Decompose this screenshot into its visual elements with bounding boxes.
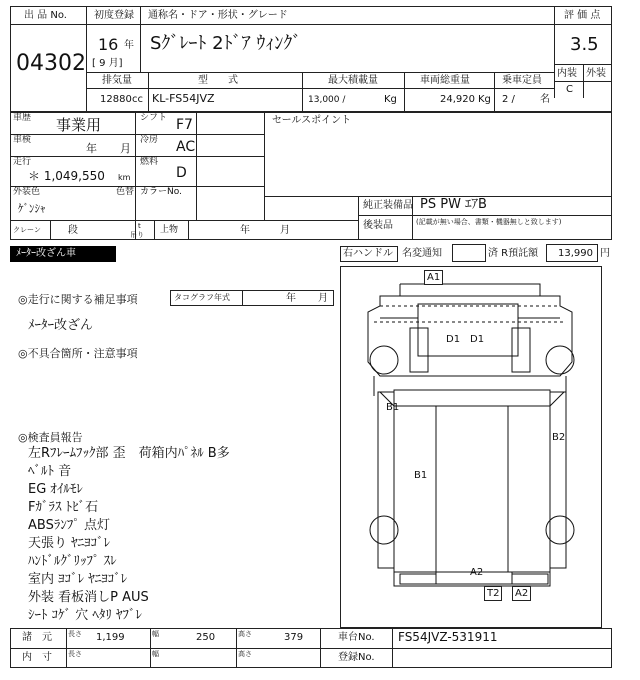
damage-mark-d1-right: D1 bbox=[470, 334, 485, 345]
score-label: 評 価 点 bbox=[564, 10, 601, 21]
lot-number-label: 出 品 No. bbox=[24, 10, 67, 21]
inspection-year: 年 bbox=[86, 142, 97, 155]
damage-mark-b1-lower: B1 bbox=[414, 470, 428, 481]
aftermarket-label: 後装品 bbox=[363, 220, 393, 231]
inspection-label: 車検 bbox=[13, 135, 32, 145]
model-name: Sｸﾞﾚｰﾄ 2ﾄﾞｱ ｳｨﾝｸﾞ bbox=[150, 33, 302, 54]
front-left-wheel bbox=[370, 346, 398, 374]
defects-label: ◎不具合箇所・注意事項 bbox=[18, 347, 138, 360]
tachograph-label: タコグラフ年式 bbox=[174, 293, 230, 302]
inner-height-label: 高さ bbox=[238, 650, 252, 658]
vehicle-history: 事業用 bbox=[56, 116, 102, 134]
sales-point-label: セールスポイント bbox=[272, 115, 352, 126]
report-line: 室内 ﾖｺﾞﾚ ﾔﾆﾖｺﾞﾚ bbox=[28, 572, 128, 587]
capacity-label: 乗車定員 bbox=[502, 75, 542, 86]
damage-mark-t2: T2 bbox=[484, 586, 502, 601]
gvw-label: 車両総重量 bbox=[420, 75, 470, 86]
tachograph-month: 月 bbox=[318, 293, 328, 304]
fuel-label: 燃料 bbox=[140, 157, 159, 167]
mileage-unit: km bbox=[118, 173, 131, 182]
registration-year-unit: 年 bbox=[124, 40, 134, 51]
recycle-amount: 13,990 bbox=[558, 248, 593, 259]
crane-label: クレーン bbox=[13, 226, 41, 234]
length-value: 1,199 bbox=[96, 632, 125, 643]
report-line: Fｶﾞﾗｽ ﾄﾋﾞ石 bbox=[28, 500, 99, 515]
color-change-label: 色替 bbox=[116, 187, 135, 197]
report-line: 左Rﾌﾚｰﾑﾌｯｸ部 歪 荷箱内ﾊﾟﾈﾙ B多 bbox=[28, 446, 230, 461]
name-change-label: 名変通知 bbox=[402, 248, 442, 259]
max-load-unit: Kg bbox=[384, 94, 397, 105]
height-label: 高さ bbox=[238, 630, 252, 638]
exterior-color: ｹﾞﾝｼｬ bbox=[18, 202, 46, 215]
evaluation-score: 3.5 bbox=[570, 34, 599, 55]
lot-number: 04302 bbox=[16, 51, 86, 76]
model-type: KL-FS54JVZ bbox=[152, 92, 215, 105]
shift-value: F7 bbox=[176, 117, 193, 133]
capacity-unit: 名 bbox=[540, 94, 550, 105]
damage-mark-b2: B2 bbox=[552, 432, 566, 443]
aftermarket-note: (記載が無い場合、書類・機器無しと致します) bbox=[416, 218, 562, 226]
exterior-label: 外装 bbox=[586, 68, 606, 79]
damage-mark-a2: A2 bbox=[512, 586, 531, 601]
meter-tampered-text: ﾒｰﾀｰ改ざん車 bbox=[16, 248, 76, 259]
mount-month: 月 bbox=[280, 225, 290, 236]
inspection-month: 月 bbox=[120, 142, 131, 155]
max-load-value: 13,000 / bbox=[308, 95, 346, 105]
aircon-label: 冷房 bbox=[140, 135, 159, 145]
mount-year: 年 bbox=[240, 225, 250, 236]
right-hand-drive: 右ハンドル bbox=[343, 248, 393, 259]
recycle-unit: 円 bbox=[600, 248, 610, 259]
cargo-box bbox=[394, 390, 550, 586]
gvw-unit: Kg bbox=[478, 94, 491, 105]
vin-value: FS54JVZ-531911 bbox=[398, 630, 498, 644]
shift-label: シフト bbox=[140, 113, 168, 123]
registration-number-label: 登録No. bbox=[338, 652, 375, 663]
history-label: 車歴 bbox=[13, 113, 32, 123]
damage-mark-a2-tail: A2 bbox=[470, 567, 484, 578]
registration-month: [ 9 月] bbox=[92, 58, 123, 69]
report-line: 外装 看板消しP AUS bbox=[28, 590, 149, 605]
specs-label: 諸 元 bbox=[22, 632, 52, 643]
model-type-label: 型 式 bbox=[198, 75, 238, 86]
crane-steps: 段 bbox=[68, 225, 78, 236]
interior-grade: C bbox=[566, 84, 573, 95]
mount-label: 上物 bbox=[160, 225, 179, 235]
report-line: ﾊﾝﾄﾞﾙｸﾞﾘｯﾌﾟ ｽﾚ bbox=[28, 554, 117, 569]
mileage-value: ＊ 1,049,550 bbox=[28, 169, 105, 183]
vin-label: 車台No. bbox=[338, 632, 375, 643]
tachograph-year: 年 bbox=[286, 293, 296, 304]
front-right-wheel bbox=[546, 346, 574, 374]
running-supplement-label: ◎走行に関する補足事項 bbox=[18, 293, 138, 306]
damage-mark-a1: A1 bbox=[424, 270, 443, 285]
width-label: 幅 bbox=[152, 630, 159, 638]
displacement-value: 12880 bbox=[100, 94, 132, 105]
cab-roof bbox=[418, 304, 518, 356]
exterior-color-label: 外装色 bbox=[13, 187, 41, 197]
inner-width-label: 幅 bbox=[152, 650, 159, 658]
registration-year: 16 bbox=[98, 35, 119, 54]
damage-mark-d1-left: D1 bbox=[446, 334, 461, 345]
interior-label: 内装 bbox=[557, 68, 577, 79]
inner-dimensions-label: 内 寸 bbox=[22, 652, 52, 663]
crane-lift: 吊り bbox=[130, 231, 144, 239]
mileage-label: 走行 bbox=[13, 157, 32, 167]
report-line: ﾍﾞﾙﾄ 音 bbox=[28, 464, 72, 479]
max-load-label: 最大積載量 bbox=[328, 75, 378, 86]
options-label: 純正装備品 bbox=[363, 200, 413, 211]
displacement-label: 排気量 bbox=[102, 75, 132, 86]
supplement-text: ﾒｰﾀｰ改ざん bbox=[28, 318, 94, 333]
fuel-value: D bbox=[176, 165, 187, 181]
report-line: 天張り ﾔﾆﾖｺﾞﾚ bbox=[28, 536, 111, 551]
crane-t: t bbox=[138, 222, 141, 230]
width-value: 250 bbox=[196, 632, 216, 643]
name-change-box bbox=[452, 244, 486, 262]
aircon-value: AC bbox=[176, 139, 196, 155]
report-line: EG ｵｲﾙﾓﾚ bbox=[28, 482, 83, 497]
report-line: ｼｰﾄ ｺｹﾞ 穴 ﾍﾀﾘ ﾔﾌﾞﾚ bbox=[28, 608, 143, 623]
factory-options: PS PW ｴｱB bbox=[420, 197, 487, 212]
length-label: 長さ bbox=[68, 630, 82, 638]
displacement-unit: cc bbox=[132, 94, 143, 105]
damage-mark-b1-upper: B1 bbox=[386, 402, 400, 413]
inner-length-label: 長さ bbox=[68, 650, 82, 658]
inspector-report-label: ◎検査員報告 bbox=[18, 431, 83, 444]
height-value: 379 bbox=[284, 632, 304, 643]
gvw-value: 24,920 bbox=[440, 94, 475, 105]
first-registration-label: 初度登録 bbox=[94, 10, 134, 21]
color-number-label: カラーNo. bbox=[140, 187, 182, 197]
capacity-value: 2 / bbox=[502, 94, 515, 105]
model-name-label: 通称名・ドア・形状・グレード bbox=[148, 10, 288, 21]
report-line: ABSﾗﾝﾌﾟ 点灯 bbox=[28, 518, 110, 533]
recycle-label: 済 R預託額 bbox=[488, 248, 539, 259]
